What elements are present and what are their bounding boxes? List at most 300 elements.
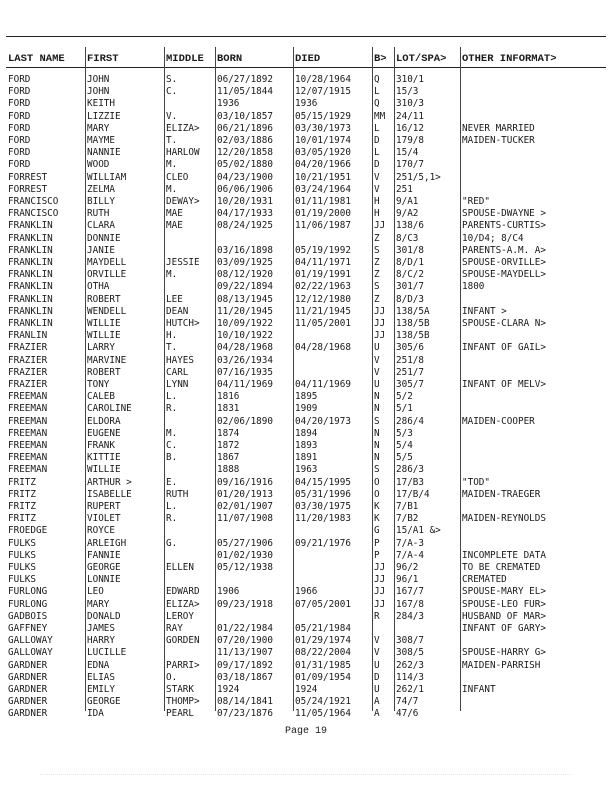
other-info-cell: MAIDEN-TRAEGER (462, 488, 541, 500)
born-date-cell: 1874 (217, 427, 240, 439)
died-date-cell: 08/22/2004 (295, 647, 351, 659)
table-row (0, 294, 612, 305)
block-cell: H (374, 208, 380, 220)
table-row (0, 477, 612, 488)
lot-space-cell: 5/5 (396, 452, 413, 464)
table-row (0, 196, 612, 207)
last-name-cell: FORD (8, 159, 31, 171)
block-cell: JJ (374, 318, 386, 329)
other-info-cell: "RED" (462, 196, 490, 207)
first-name-cell: KITTIE (87, 452, 121, 464)
died-date-cell (295, 611, 370, 622)
block-cell: L (374, 122, 380, 134)
table-row (0, 98, 612, 109)
other-info-cell: 10/D4; 8/C4 (462, 232, 524, 244)
table-row (0, 562, 612, 573)
lot-space-cell: 305/7 (396, 379, 424, 390)
middle-name-cell: RAY (166, 623, 183, 634)
block-cell: N (374, 427, 380, 439)
other-info-cell (462, 525, 608, 536)
header-first-name: FIRST (87, 53, 119, 65)
header-block: B> (374, 53, 387, 65)
died-date-cell: 11/06/1987 (295, 220, 351, 232)
table-row (0, 342, 612, 353)
born-date-cell: 02/06/1890 (217, 415, 273, 427)
born-date-cell: 08/24/1925 (217, 220, 273, 232)
table-row (0, 416, 612, 427)
header-rule (6, 67, 606, 68)
first-name-cell: MARVINE (87, 354, 127, 366)
lot-space-cell: 5/3 (396, 427, 413, 439)
middle-name-cell (166, 574, 214, 585)
first-name-cell: MAYME (87, 135, 115, 146)
other-info-cell (462, 74, 608, 85)
lot-space-cell: 284/3 (396, 610, 424, 622)
first-name-cell: EMILY (87, 684, 115, 695)
born-date-cell: 04/17/1933 (217, 208, 273, 220)
other-info-cell (462, 538, 608, 549)
header-born-date: BORN (217, 53, 243, 65)
died-date-cell: 09/21/1976 (295, 537, 351, 549)
other-info-cell (462, 355, 608, 366)
table-row (0, 147, 612, 158)
first-name-cell: TONY (87, 379, 110, 390)
lot-space-cell: 310/3 (396, 98, 424, 110)
middle-name-cell: THOMP> (166, 696, 200, 708)
first-name-cell: CLARA (87, 220, 115, 232)
first-name-cell: IDA (87, 708, 104, 720)
block-cell: K (374, 501, 380, 512)
died-date-cell (295, 525, 370, 536)
first-name-cell: FANNIE (87, 549, 121, 561)
last-name-cell: GALLOWAY (8, 647, 53, 659)
last-name-cell: FRANKLIN (8, 281, 53, 293)
died-date-cell: 1966 (295, 586, 318, 598)
first-name-cell: BILLY (87, 196, 115, 207)
last-name-cell: FORD (8, 135, 31, 146)
last-name-cell: GARDNER (8, 659, 48, 671)
last-name-cell: FULKS (8, 562, 36, 573)
table-row (0, 550, 612, 561)
table-row (0, 86, 612, 97)
born-date-cell: 10/10/1922 (217, 330, 273, 342)
last-name-cell: FRANKLIN (8, 220, 53, 232)
died-date-cell (295, 574, 370, 585)
last-name-cell: GALLOWAY (8, 635, 53, 647)
lot-space-cell: 15/3 (396, 86, 419, 98)
other-info-cell (462, 428, 608, 439)
first-name-cell: RUPERT (87, 501, 121, 512)
died-date-cell: 04/11/1969 (295, 379, 351, 390)
died-date-cell: 1891 (295, 452, 318, 464)
other-info-cell: INFANT OF MELV> (462, 379, 546, 390)
middle-name-cell: HUTCH> (166, 318, 200, 329)
born-date-cell: 12/20/1858 (217, 147, 273, 159)
middle-name-cell: HAYES (166, 354, 194, 366)
other-info-cell: INFANT > (462, 305, 507, 317)
first-name-cell: ZELMA (87, 183, 115, 195)
block-cell: P (374, 537, 380, 549)
lot-space-cell: 262/1 (396, 684, 424, 695)
block-cell: JJ (374, 562, 386, 573)
lot-space-cell: 8/C3 (396, 232, 419, 244)
middle-name-cell: H. (166, 330, 178, 342)
lot-space-cell: 7/A-4 (396, 549, 424, 561)
last-name-cell: FORREST (8, 171, 48, 183)
table-row (0, 501, 612, 512)
lot-space-cell: 7/B1 (396, 501, 419, 512)
other-info-cell: INCOMPLETE DATA (462, 549, 546, 561)
block-cell: JJ (374, 330, 386, 342)
born-date-cell: 1888 (217, 464, 240, 476)
last-name-cell: FRAZIER (8, 342, 48, 354)
first-name-cell: LIZZIE (87, 110, 121, 122)
table-row (0, 391, 612, 402)
died-date-cell: 01/19/2000 (295, 208, 351, 220)
middle-name-cell: M. (166, 183, 178, 195)
born-date-cell: 03/26/1934 (217, 354, 273, 366)
last-name-cell: FRANCISCO (8, 208, 59, 220)
lot-space-cell: 301/8 (396, 244, 424, 256)
died-date-cell: 1894 (295, 427, 318, 439)
middle-name-cell: M. (166, 427, 178, 439)
other-info-cell (462, 464, 608, 475)
first-name-cell: MAYDELL (87, 257, 127, 268)
table-row (0, 574, 612, 585)
last-name-cell: FORD (8, 74, 31, 85)
born-date-cell: 11/13/1907 (217, 647, 273, 659)
block-cell: JJ (374, 598, 386, 610)
last-name-cell: FRANKLIN (8, 269, 53, 281)
born-date-cell (217, 233, 292, 244)
table-row (0, 672, 612, 683)
last-name-cell: FRANKLIN (8, 305, 53, 317)
first-name-cell: WENDELL (87, 305, 127, 317)
born-date-cell: 06/06/1906 (217, 183, 273, 195)
middle-name-cell: DEWAY> (166, 196, 200, 207)
last-name-cell: FRANKLIN (8, 232, 53, 244)
middle-name-cell: RUTH (166, 488, 189, 500)
lot-space-cell: 138/5B (396, 318, 430, 329)
born-date-cell: 04/28/1968 (217, 342, 273, 354)
born-date-cell: 1867 (217, 452, 240, 464)
other-info-cell: MAIDEN-REYNOLDS (462, 513, 546, 525)
died-date-cell (295, 562, 370, 573)
first-name-cell: GEORGE (87, 696, 121, 708)
lot-space-cell: 9/A1 (396, 196, 419, 207)
born-date-cell (217, 574, 292, 585)
other-info-cell: CREMATED (462, 574, 507, 586)
first-name-cell: JANIE (87, 244, 115, 256)
born-date-cell: 09/23/1918 (217, 598, 273, 610)
block-cell: P (374, 549, 380, 561)
middle-name-cell: B. (166, 452, 178, 464)
died-date-cell: 04/20/1973 (295, 415, 351, 427)
block-cell: K (374, 513, 380, 525)
lot-space-cell: 7/A-3 (396, 537, 424, 549)
first-name-cell: JOHN (87, 86, 110, 98)
block-cell: N (374, 403, 380, 415)
block-cell: H (374, 196, 380, 207)
born-date-cell: 03/10/1857 (217, 110, 273, 122)
table-row (0, 184, 612, 195)
block-cell: N (374, 391, 380, 403)
header-died-date: DIED (295, 53, 321, 65)
died-date-cell: 03/30/1975 (295, 501, 351, 512)
born-date-cell: 11/20/1945 (217, 305, 273, 317)
last-name-cell: FREEMAN (8, 464, 48, 476)
other-info-cell: 1800 (462, 281, 485, 293)
born-date-cell: 03/09/1925 (217, 257, 273, 268)
first-name-cell: WOOD (87, 159, 110, 171)
lot-space-cell: 5/4 (396, 440, 413, 451)
block-cell: S (374, 464, 380, 476)
middle-name-cell: L. (166, 501, 178, 512)
last-name-cell: GARDNER (8, 671, 48, 683)
other-info-cell (462, 440, 608, 451)
block-cell: V (374, 366, 380, 378)
first-name-cell: JAMES (87, 623, 115, 634)
first-name-cell: GEORGE (87, 562, 121, 573)
block-cell: R (374, 610, 380, 622)
first-name-cell: LONNIE (87, 574, 121, 586)
middle-name-cell: O. (166, 671, 178, 683)
middle-name-cell: S. (166, 74, 178, 85)
table-row (0, 245, 612, 256)
block-cell: A (374, 696, 380, 708)
middle-name-cell: CLEO (166, 171, 189, 183)
born-date-cell: 09/16/1916 (217, 476, 273, 488)
other-info-cell (462, 367, 608, 378)
table-row (0, 367, 612, 378)
last-name-cell: FULKS (8, 537, 36, 549)
middle-name-cell: LEE (166, 293, 183, 305)
block-cell: L (374, 86, 380, 98)
block-cell: G (374, 525, 380, 537)
born-date-cell: 1924 (217, 684, 240, 695)
lot-space-cell: 8/D/1 (396, 257, 424, 268)
born-date-cell: 10/20/1931 (217, 196, 273, 207)
table-row (0, 355, 612, 366)
died-date-cell: 12/12/1980 (295, 293, 351, 305)
middle-name-cell: ELIZA> (166, 122, 200, 134)
lot-space-cell: 15/4 (396, 147, 419, 159)
block-cell: L (374, 147, 380, 159)
block-cell: Z (374, 293, 380, 305)
lot-space-cell: 17/B3 (396, 476, 424, 488)
died-date-cell: 11/21/1945 (295, 305, 351, 317)
born-date-cell: 11/05/1844 (217, 86, 273, 98)
other-info-cell (462, 452, 608, 463)
first-name-cell: JOHN (87, 74, 110, 85)
table-row (0, 318, 612, 329)
lot-space-cell: 96/1 (396, 574, 419, 586)
other-info-cell: INFANT OF GAIL> (462, 342, 546, 354)
block-cell: V (374, 635, 380, 647)
lot-space-cell (396, 623, 458, 634)
born-date-cell: 03/16/1898 (217, 244, 273, 256)
born-date-cell: 09/22/1894 (217, 281, 273, 293)
lot-space-cell: 170/7 (396, 159, 424, 171)
last-name-cell: FULKS (8, 574, 36, 586)
table-row (0, 635, 612, 646)
born-date-cell: 02/01/1907 (217, 501, 273, 512)
born-date-cell: 01/02/1930 (217, 549, 273, 561)
last-name-cell: FORD (8, 86, 31, 98)
table-row (0, 379, 612, 390)
page-number: Page 19 (284, 726, 327, 737)
last-name-cell: FURLONG (8, 598, 48, 610)
block-cell: Z (374, 232, 380, 244)
table-row (0, 135, 612, 146)
lot-space-cell: 305/6 (396, 342, 424, 354)
middle-name-cell: EDWARD (166, 586, 200, 598)
header-lot-space: LOT/SPA> (396, 53, 447, 65)
last-name-cell: FRANKLIN (8, 244, 53, 256)
last-name-cell: FRAZIER (8, 366, 48, 378)
last-name-cell: FORD (8, 147, 31, 159)
middle-name-cell (166, 281, 214, 292)
first-name-cell: ISABELLE (87, 488, 132, 500)
block-cell: JJ (374, 305, 386, 317)
lot-space-cell: 308/5 (396, 647, 424, 659)
middle-name-cell (166, 98, 214, 109)
block-cell: Z (374, 269, 380, 281)
middle-name-cell: V. (166, 110, 178, 122)
born-date-cell: 05/12/1938 (217, 562, 273, 573)
born-date-cell: 1816 (217, 391, 240, 403)
last-name-cell: GARDNER (8, 708, 48, 720)
died-date-cell (295, 233, 370, 244)
block-cell: S (374, 281, 380, 293)
last-name-cell: FROEDGE (8, 525, 48, 537)
table-row (0, 513, 612, 524)
first-name-cell: RUTH (87, 208, 110, 220)
lot-space-cell: 138/5A (396, 305, 430, 317)
other-info-cell (462, 403, 608, 414)
lot-space-cell: 251/8 (396, 354, 424, 366)
table-row (0, 233, 612, 244)
died-date-cell: 03/30/1973 (295, 122, 351, 134)
lot-space-cell: 96/2 (396, 562, 419, 573)
lot-space-cell: 17/B/4 (396, 488, 430, 500)
born-date-cell: 1936 (217, 98, 240, 110)
other-info-cell (462, 147, 608, 158)
middle-name-cell: PARRI> (166, 659, 200, 671)
first-name-cell: ROBERT (87, 293, 121, 305)
last-name-cell: FRANCISCO (8, 196, 59, 207)
middle-name-cell: DEAN (166, 305, 189, 317)
first-name-cell: VIOLET (87, 513, 121, 525)
table-row (0, 330, 612, 341)
born-date-cell: 1906 (217, 586, 240, 598)
died-date-cell: 01/11/1981 (295, 196, 351, 207)
middle-name-cell (166, 233, 214, 244)
first-name-cell: ELIAS (87, 671, 115, 683)
block-cell: D (374, 135, 380, 146)
lot-space-cell: 286/4 (396, 415, 424, 427)
first-name-cell: LEO (87, 586, 104, 598)
first-name-cell: EDNA (87, 659, 110, 671)
middle-name-cell: PEARL (166, 708, 194, 720)
first-name-cell: ELDORA (87, 415, 121, 427)
other-info-cell: SPOUSE-LEO FUR> (462, 598, 546, 610)
first-name-cell: LARRY (87, 342, 115, 354)
block-cell: U (374, 684, 380, 695)
last-name-cell: FRITZ (8, 513, 36, 525)
died-date-cell: 04/28/1968 (295, 342, 351, 354)
last-name-cell: FREEMAN (8, 391, 48, 403)
last-name-cell: GADBOIS (8, 610, 48, 622)
first-name-cell: OTHA (87, 281, 110, 293)
block-cell: Q (374, 98, 380, 110)
lot-space-cell: 251 (396, 183, 413, 195)
table-row (0, 660, 612, 671)
last-name-cell: FRANKLIN (8, 293, 53, 305)
table-row (0, 257, 612, 268)
other-info-cell (462, 330, 608, 341)
block-cell: U (374, 379, 380, 390)
born-date-cell: 10/09/1922 (217, 318, 273, 329)
middle-name-cell: GORDEN (166, 635, 200, 647)
last-name-cell: FULKS (8, 549, 36, 561)
died-date-cell: 01/09/1954 (295, 671, 351, 683)
table-row (0, 306, 612, 317)
died-date-cell: 12/07/1915 (295, 86, 351, 98)
middle-name-cell: M. (166, 159, 178, 171)
died-date-cell: 1895 (295, 391, 318, 403)
died-date-cell (295, 355, 370, 366)
born-date-cell: 06/21/1896 (217, 122, 273, 134)
first-name-cell: HARRY (87, 635, 115, 647)
born-date-cell: 1831 (217, 403, 240, 415)
died-date-cell: 07/05/2001 (295, 598, 351, 610)
header-middle-name: MIDDLE (166, 53, 204, 65)
table-row (0, 696, 612, 707)
other-info-cell (462, 391, 608, 402)
table-row (0, 684, 612, 695)
middle-name-cell: R. (166, 403, 178, 415)
first-name-cell: WILLIE (87, 318, 121, 329)
bleed-through-text (40, 774, 572, 781)
died-date-cell: 1893 (295, 440, 318, 451)
last-name-cell: FRANLIN (8, 330, 48, 342)
last-name-cell: FORD (8, 98, 31, 110)
lot-space-cell: 286/3 (396, 464, 424, 476)
last-name-cell: FURLONG (8, 586, 48, 598)
middle-name-cell: MAE (166, 208, 183, 220)
last-name-cell: FRITZ (8, 488, 36, 500)
table-row (0, 208, 612, 219)
block-cell: U (374, 342, 380, 354)
last-name-cell: FRAZIER (8, 354, 48, 366)
block-cell: A (374, 708, 380, 720)
middle-name-cell: G. (166, 537, 178, 549)
lot-space-cell: 15/A1 &> (396, 525, 441, 537)
table-row (0, 599, 612, 610)
last-name-cell: FREEMAN (8, 415, 48, 427)
block-cell: U (374, 659, 380, 671)
table-row (0, 74, 612, 85)
block-cell: Q (374, 74, 380, 85)
lot-space-cell: 251/5,1> (396, 171, 441, 183)
last-name-cell: FORREST (8, 183, 48, 195)
middle-name-cell: JESSIE (166, 257, 200, 268)
died-date-cell: 1936 (295, 98, 318, 110)
lot-space-cell: 24/11 (396, 110, 424, 122)
born-date-cell: 1872 (217, 440, 240, 451)
lot-space-cell: 114/3 (396, 671, 424, 683)
